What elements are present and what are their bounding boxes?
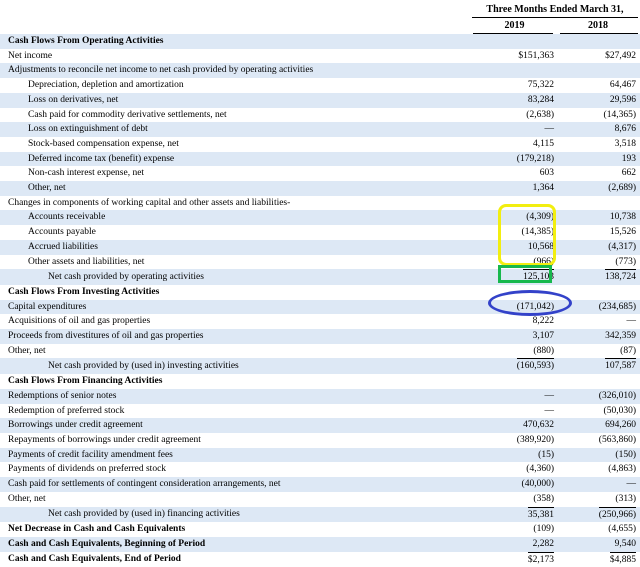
row-label: Loss on derivatives, net — [0, 93, 478, 108]
row-label: Net cash provided by operating activities — [0, 269, 478, 285]
value-2019: 83,284 — [478, 93, 564, 108]
value-2019: 470,632 — [478, 418, 564, 433]
value-2019: 8,222 — [532, 316, 554, 327]
value-2019: (109) — [533, 524, 554, 535]
row-label: Other, net — [8, 345, 46, 356]
period-header: Three Months Ended March 31, — [486, 4, 624, 15]
table-row — [0, 122, 640, 137]
row-label: Repayments of borrowings under credit agreement — [8, 434, 201, 445]
table-row — [0, 404, 640, 419]
row-label: Payments of dividends on preferred stock — [8, 464, 167, 475]
row-label: Cash Flows From Financing Activities — [8, 376, 163, 387]
value-2019: 603 — [539, 168, 554, 179]
value-2019: 10,568 — [478, 240, 564, 255]
row-label: Accounts payable — [28, 227, 96, 238]
value-2018: 9,540 — [564, 537, 640, 552]
value-2019: (4,360) — [526, 464, 554, 475]
value-2019: (358) — [533, 493, 554, 504]
row-label: Adjustments to reconcile net income to net cash provided by operating activities — [0, 63, 478, 78]
row-label: Accrued liabilities — [0, 240, 478, 255]
green-highlight-box — [498, 265, 552, 283]
row-label: Accounts receivable — [0, 210, 478, 225]
table-row — [0, 507, 640, 523]
value-2018: 107,587 — [605, 358, 636, 374]
value-2019: 1,364 — [478, 181, 564, 196]
value-2019: (160,593) — [517, 358, 554, 374]
row-label: Net cash provided by (used in) investing activities — [0, 358, 478, 374]
value-2018: 662 — [621, 168, 636, 179]
value-2018: (2,689) — [564, 181, 640, 196]
row-label: Capital expenditures — [0, 300, 478, 315]
value-2019: 2,282 — [478, 537, 564, 552]
row-label: Other, net — [0, 181, 478, 196]
value-2018: — — [564, 477, 640, 492]
value-2019: (880) — [533, 345, 554, 356]
value-2018: 8,676 — [564, 122, 640, 137]
value-2019: 75,322 — [527, 80, 554, 91]
row-label: Cash Flows From Investing Activities — [8, 286, 160, 297]
table-row — [0, 108, 640, 123]
value-2018: (773) — [615, 256, 636, 267]
value-2018: (313) — [615, 493, 636, 504]
value-2018 — [564, 285, 640, 300]
year-2019-header: 2019 — [504, 20, 525, 31]
value-2018: (326,010) — [564, 389, 640, 404]
row-label: Borrowings under credit agreement — [0, 418, 478, 433]
table-row — [0, 492, 640, 507]
row-label: Redemption of preferred stock — [8, 405, 125, 416]
row-label: Other, net — [8, 493, 46, 504]
value-2018 — [564, 196, 640, 211]
value-2018: 15,526 — [609, 227, 636, 238]
value-2018: $27,492 — [605, 50, 636, 61]
value-2018: 694,260 — [564, 418, 640, 433]
row-label: Depreciation, depletion and amortization — [28, 80, 184, 91]
row-label: Net cash provided by (used in) financing activities — [0, 507, 478, 523]
value-2018: (250,966) — [599, 507, 636, 523]
value-2018: (14,365) — [603, 109, 636, 120]
value-2019: (389,920) — [516, 434, 554, 445]
value-2019: (15) — [478, 448, 564, 463]
row-label: Changes in components of working capital and other assets and liabilities- — [8, 197, 291, 208]
value-2018: 138,724 — [605, 269, 636, 285]
table-row — [0, 34, 640, 49]
row-label: Other assets and liabilities, net — [28, 256, 145, 267]
row-label: Cash and Cash Equivalents, Beginning of Period — [0, 537, 478, 552]
table-row — [0, 49, 640, 64]
value-2018 — [564, 34, 640, 49]
value-2019: (179,218) — [478, 152, 564, 167]
value-2018: (563,860) — [598, 434, 636, 445]
value-2018: (4,317) — [564, 240, 640, 255]
value-2018: 29,596 — [564, 93, 640, 108]
table-row — [0, 462, 640, 477]
table-row — [0, 329, 640, 344]
table-row — [0, 93, 640, 108]
value-2018: 64,467 — [609, 80, 636, 91]
value-2019: 3,107 — [478, 329, 564, 344]
table-row — [0, 552, 640, 567]
value-2019: (2,638) — [526, 109, 554, 120]
row-label: Redemptions of senior notes — [0, 389, 478, 404]
value-2018 — [564, 374, 640, 389]
value-2018: (87) — [620, 345, 636, 356]
row-label: Loss on extinguishment of debt — [0, 122, 478, 137]
row-label: Net Decrease in Cash and Cash Equivalents — [8, 524, 186, 535]
table-row — [0, 78, 640, 93]
value-2019: (171,042) — [478, 300, 564, 315]
row-label: Stock-based compensation expense, net — [28, 138, 179, 149]
value-2018: 193 — [564, 152, 640, 167]
value-2019: 4,115 — [532, 138, 554, 149]
value-2019: — — [478, 122, 564, 137]
value-2019: $2,173 — [528, 552, 554, 567]
value-2018: (50,030) — [603, 405, 636, 416]
table-row — [0, 537, 640, 552]
value-2019: — — [544, 405, 554, 416]
row-label: Payments of credit facility amendment fees — [0, 448, 478, 463]
table-row — [0, 314, 640, 329]
value-2019: 125,103 — [523, 269, 554, 285]
table-row — [0, 344, 640, 359]
table-row — [0, 166, 640, 181]
value-2018: (4,863) — [608, 464, 636, 475]
row-label: Cash and Cash Equivalents, End of Period — [8, 554, 181, 565]
year-2018-header: 2018 — [588, 20, 608, 31]
yellow-highlight-box — [498, 204, 556, 266]
table-row — [0, 389, 640, 404]
table-row — [0, 181, 640, 196]
row-label: Acquisitions of oil and gas properties — [8, 316, 151, 327]
table-row — [0, 358, 640, 374]
row-label: Cash paid for settlements of contingent consideration arrangements, net — [0, 477, 478, 492]
value-2019: (966) — [533, 256, 554, 267]
value-2019 — [478, 63, 564, 78]
table-row — [0, 522, 640, 537]
value-2019: (40,000) — [478, 477, 564, 492]
table-row — [0, 152, 640, 167]
row-label: Cash paid for commodity derivative settlements, net — [28, 109, 227, 120]
table-row — [0, 418, 640, 433]
row-label: Cash Flows From Operating Activities — [0, 34, 478, 49]
value-2018: 3,518 — [614, 138, 636, 149]
period-underline — [472, 17, 638, 18]
table-row — [0, 448, 640, 463]
value-2019 — [478, 34, 564, 49]
row-label: Net income — [8, 50, 53, 61]
value-2019: (4,309) — [478, 210, 564, 225]
value-2018: $4,885 — [610, 552, 636, 567]
row-label: Proceeds from divestitures of oil and gas properties — [0, 329, 478, 344]
value-2019: 35,381 — [528, 507, 554, 523]
value-2019: (14,385) — [521, 227, 554, 238]
blue-highlight-ellipse — [488, 290, 572, 316]
table-row — [0, 433, 640, 448]
value-2018: (150) — [564, 448, 640, 463]
value-2019: $151,363 — [518, 50, 554, 61]
value-2018: (234,685) — [564, 300, 640, 315]
value-2018: — — [626, 316, 636, 327]
row-label: Deferred income tax (benefit) expense — [0, 152, 478, 167]
value-2018: (4,655) — [608, 524, 636, 535]
table-row — [0, 477, 640, 492]
row-label: Non-cash interest expense, net — [28, 168, 145, 179]
table-row — [0, 374, 640, 389]
table-row — [0, 63, 640, 78]
value-2018 — [564, 63, 640, 78]
value-2018: 10,738 — [564, 210, 640, 225]
value-2019: — — [478, 389, 564, 404]
value-2018: 342,359 — [564, 329, 640, 344]
value-2019 — [478, 374, 564, 389]
table-row — [0, 137, 640, 152]
